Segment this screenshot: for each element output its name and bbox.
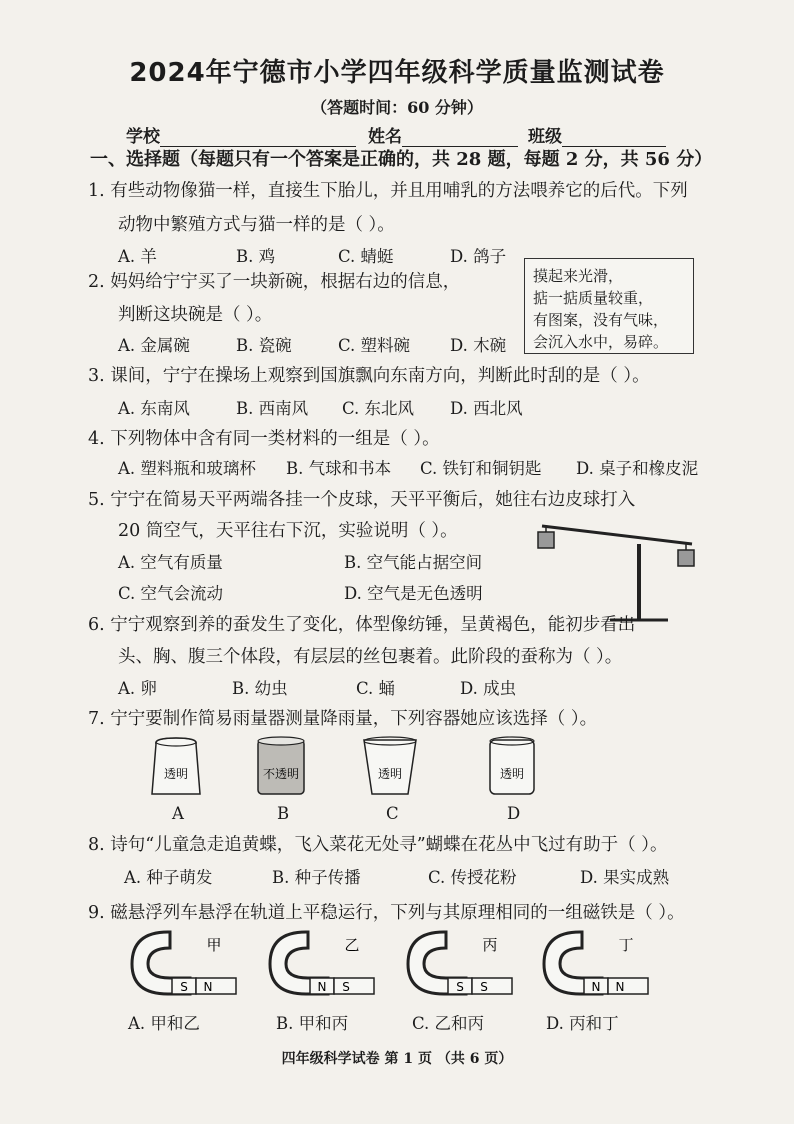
magnet-yi-name: 乙 <box>344 936 360 954</box>
magnet-jia-pole-left: S <box>180 980 188 994</box>
container-d-label: 透明 <box>499 767 525 781</box>
q4-option-d: D. 桌子和橡皮泥 <box>576 459 699 478</box>
q6-line2: 头、胸、腹三个体段，有层层的丝包裹着。此阶段的蚕称为（ ）。 <box>118 647 623 667</box>
q6-line1: 6. 宁宁观察到养的蚕发生了变化，体型像纺锤，呈黄褐色，能初步看出 <box>88 615 636 635</box>
q3-option-d: D. 西北风 <box>450 399 523 418</box>
page-footer: 四年级科学试卷 第 1 页 （共 6 页） <box>281 1051 513 1067</box>
school-field <box>126 122 356 147</box>
q1-option-c: C. 蜻蜓 <box>338 247 394 266</box>
q8-option-d: D. 果实成熟 <box>580 868 670 887</box>
bowl-info-line: 会沉入水中，易碎。 <box>533 333 669 351</box>
q2-option-d: D. 木碗 <box>450 336 507 355</box>
q5-option-d: D. 空气是无色透明 <box>344 584 483 603</box>
q8-option-b: B. 种子传播 <box>272 868 361 887</box>
magnet-jia-name: 甲 <box>206 936 222 954</box>
bowl-info-line: 有图案，没有气味， <box>533 311 669 329</box>
q5-option-a: A. 空气有质量 <box>118 553 223 572</box>
magnet-ding-pole-right: N <box>615 980 625 994</box>
q6-option-b: B. 幼虫 <box>232 679 288 698</box>
q2-option-a: A. 金属碗 <box>118 336 190 355</box>
magnet-bing-pole-right: S <box>480 980 488 994</box>
container-d-letter: D <box>507 804 521 823</box>
q4-option-b: B. 气球和书本 <box>286 459 392 478</box>
q4-option-c: C. 铁钉和铜钥匙 <box>420 459 542 478</box>
q1-option-d: D. 鸽子 <box>450 247 507 266</box>
q2-option-c: C. 塑料碗 <box>338 336 411 355</box>
q5-option-c: C. 空气会流动 <box>118 584 224 603</box>
magnet-yi-figure <box>266 928 378 998</box>
magnet-ding-pole-left: N <box>591 980 601 994</box>
school-label: 学校 <box>126 127 160 147</box>
q3-line1: 3. 课间，宁宁在操场上观察到国旗飘向东南方向，判断此时刮的是（ ）。 <box>88 366 650 386</box>
class-field <box>528 122 666 147</box>
q9-option-b: B. 甲和丙 <box>276 1014 349 1033</box>
bowl-info-box <box>524 258 694 354</box>
q5-option-b: B. 空气能占据空间 <box>344 553 483 572</box>
section-heading: 一、选择题（每题只有一个答案是正确的，共 28 题，每题 2 分，共 56 分） <box>90 149 713 170</box>
container-a-figure <box>148 734 204 798</box>
magnet-jia-pole-right: N <box>203 980 213 994</box>
q1-line1: 1. 有些动物像猫一样，直接生下胎儿，并且用哺乳的方法喂养它的后代。下列 <box>88 181 688 201</box>
container-c-label: 透明 <box>377 767 403 781</box>
balance-scale-figure <box>532 514 702 624</box>
magnet-bing-pole-left: S <box>456 980 464 994</box>
q8-option-c: C. 传授花粉 <box>428 868 517 887</box>
q1-line2: 动物中繁殖方式与猫一样的是（ ）。 <box>118 215 395 235</box>
q8-option-a: A. 种子萌发 <box>124 868 213 887</box>
q6-option-c: C. 蛹 <box>356 679 396 698</box>
bowl-info-line: 掂一掂质量较重， <box>533 289 654 307</box>
magnet-ding-figure <box>540 928 652 998</box>
class-label: 班级 <box>528 127 562 147</box>
name-label: 姓名 <box>368 127 402 147</box>
page-title: 2024年宁德市小学四年级科学质量监测试卷 <box>129 58 665 88</box>
q2-line2: 判断这块碗是（ ）。 <box>118 305 273 325</box>
container-c-letter: C <box>386 804 399 823</box>
q2-line1: 2. 妈妈给宁宁买了一块新碗，根据右边的信息， <box>88 272 461 292</box>
q1-option-a: A. 羊 <box>118 247 157 266</box>
q6-option-d: D. 成虫 <box>460 679 517 698</box>
q4-option-a: A. 塑料瓶和玻璃杯 <box>118 459 256 478</box>
q2-option-b: B. 瓷碗 <box>236 336 292 355</box>
q9-option-d: D. 丙和丁 <box>546 1014 619 1033</box>
q7-line1: 7. 宁宁要制作简易雨量器测量降雨量，下列容器她应该选择（ ）。 <box>88 709 598 729</box>
q5-line1: 5. 宁宁在简易天平两端各挂一个皮球，天平平衡后，她往右边皮球打入 <box>88 490 636 510</box>
magnet-yi-pole-right: S <box>342 980 350 994</box>
q3-option-b: B. 西南风 <box>236 399 309 418</box>
q5-line2: 20 筒空气，天平往右下沉，实验说明（ ）。 <box>118 521 458 541</box>
magnet-yi-pole-left: N <box>317 980 327 994</box>
q4-line1: 4. 下列物体中含有同一类材料的一组是（ ）。 <box>88 429 440 449</box>
q6-option-a: A. 卵 <box>118 679 157 698</box>
q9-line1: 9. 磁悬浮列车悬浮在轨道上平稳运行，下列与其原理相同的一组磁铁是（ ）。 <box>88 903 685 923</box>
container-b-letter: B <box>277 804 290 823</box>
name-field <box>368 122 518 147</box>
container-c-figure <box>362 734 418 798</box>
q9-option-c: C. 乙和丙 <box>412 1014 485 1033</box>
q8-line1: 8. 诗句“儿童急走追黄蝶，飞入菜花无处寻”蝴蝶在花丛中飞过有助于（ ）。 <box>88 835 668 855</box>
container-b-label: 不透明 <box>262 767 300 781</box>
q9-option-a: A. 甲和乙 <box>128 1014 200 1033</box>
magnet-bing-figure <box>404 928 516 998</box>
magnet-ding-name: 丁 <box>618 936 634 954</box>
q3-option-c: C. 东北风 <box>342 399 415 418</box>
magnet-bing-name: 丙 <box>482 936 498 954</box>
container-b-figure <box>252 734 310 798</box>
container-a-letter: A <box>172 804 184 823</box>
container-d-figure <box>484 734 540 798</box>
bowl-info-line: 摸起来光滑， <box>533 267 624 285</box>
page-subtitle: （答题时间：60 分钟） <box>311 98 483 117</box>
container-a-label: 透明 <box>163 767 189 781</box>
magnet-jia-figure <box>128 928 240 998</box>
q1-option-b: B. 鸡 <box>236 247 276 266</box>
q3-option-a: A. 东南风 <box>118 399 190 418</box>
